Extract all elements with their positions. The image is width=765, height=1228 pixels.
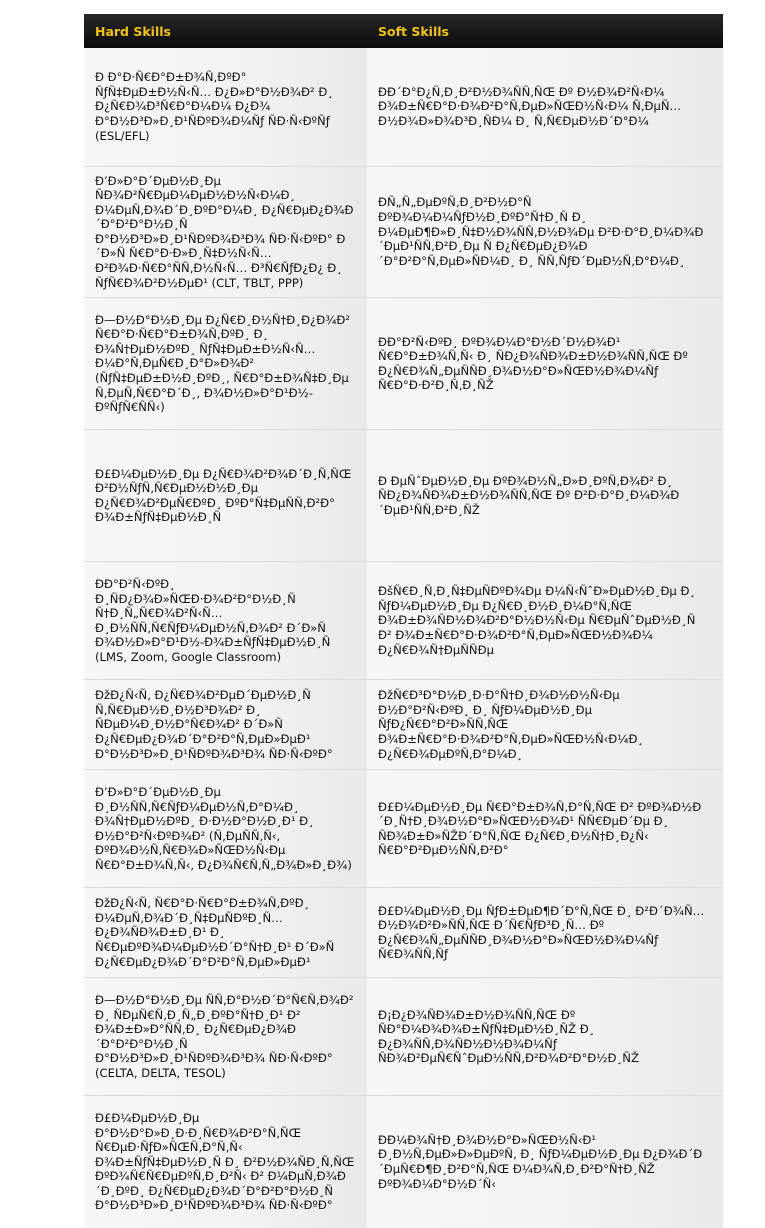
soft-skill-cell: ÐžÑ€Ð³Ð°Ð½Ð¸Ð·Ð°Ñ†Ð¸Ð¾Ð½Ð½Ñ‹Ðµ Ð½Ð°Ð²Ñ‹ÐºÐ¸ Ð¸ ÑƒÐ¼ÐµÐ½Ð¸Ðµ ÑƒÐ¿Ñ€Ð°Ð²Ð»ÑÑ‚ÑŒ Ð¾Ð±Ñ€Ð°Ð·Ð¾Ð²Ð°Ñ‚ÐµÐ»ÑŒÐ½Ñ‹Ð¼Ð¸ Ð¿Ñ€Ð¾ÐµÐºÑ‚Ð°Ð¼Ð¸ [367, 680, 723, 770]
soft-skill-cell: ÐÑ„Ñ„ÐµÐºÑ‚Ð¸Ð²Ð½Ð°Ñ ÐºÐ¾Ð¼Ð¼ÑƒÐ½Ð¸ÐºÐ°Ñ†Ð¸Ñ Ð¸ Ð¼ÐµÐ¶Ð»Ð¸Ñ‡Ð½Ð¾ÑÑ‚Ð½Ð¾Ðµ Ð²Ð·Ð°Ð¸Ð¼Ð¾Ð´ÐµÐ¹ÑÑ‚Ð²Ð¸Ðµ Ñ Ð¿Ñ€ÐµÐ¿Ð¾Ð´Ð°Ð²Ð°Ñ‚ÐµÐ»ÑÐ¼Ð¸ Ð¸ ÑÑ‚ÑƒÐ´ÐµÐ½Ñ‚Ð°Ð¼Ð¸ [367, 166, 723, 298]
skills-table [84, 14, 723, 1228]
soft-skill-cell: Ð£Ð¼ÐµÐ½Ð¸Ðµ ÑƒÐ±ÐµÐ¶Ð´Ð°Ñ‚ÑŒ Ð¸ Ð²Ð´Ð¾Ñ…Ð½Ð¾Ð²Ð»ÑÑ‚ÑŒ Ð´Ñ€ÑƒÐ³Ð¸Ñ… Ðº Ð¿Ñ€Ð¾Ñ„ÐµÑÑÐ¸Ð¾Ð½Ð°Ð»ÑŒÐ½Ð¾Ð¼Ñƒ Ñ€Ð¾ÑÑ‚Ñƒ [367, 888, 723, 978]
hard-skills-header: Hard Skills [84, 14, 367, 48]
soft-skill-cell: ÐÐ´Ð°Ð¿Ñ‚Ð¸Ð²Ð½Ð¾ÑÑ‚ÑŒ Ðº Ð½Ð¾Ð²Ñ‹Ð¼ Ð¾Ð±Ñ€Ð°Ð·Ð¾Ð²Ð°Ñ‚ÐµÐ»ÑŒÐ½Ñ‹Ð¼ Ñ‚ÐµÑ…Ð½Ð¾Ð»Ð¾Ð³Ð¸ÑÐ¼ Ð¸ Ñ‚Ñ€ÐµÐ½Ð´Ð°Ð¼ [367, 48, 723, 166]
soft-skills-header: Soft Skills [367, 14, 723, 48]
table-row [84, 298, 723, 430]
hard-skill-cell: Ð£Ð¼ÐµÐ½Ð¸Ðµ Ð°Ð½Ð°Ð»Ð¸Ð·Ð¸Ñ€Ð¾Ð²Ð°Ñ‚ÑŒ Ñ€ÐµÐ·ÑƒÐ»ÑŒÑ‚Ð°Ñ‚Ñ‹ Ð¾Ð±ÑƒÑ‡ÐµÐ½Ð¸Ñ Ð¸ Ð²Ð½Ð¾ÑÐ¸Ñ‚ÑŒ ÐºÐ¾Ñ€Ñ€ÐµÐºÑ‚Ð¸Ð²Ñ‹ Ð² Ð¼ÐµÑ‚Ð¾Ð´Ð¸ÐºÐ¸ Ð¿Ñ€ÐµÐ¿Ð¾Ð´Ð°Ð²Ð°Ð½Ð¸Ñ Ð°Ð½Ð³Ð»Ð¸Ð¹ÑÐºÐ¾Ð³Ð¾ ÑÐ·Ñ‹ÐºÐ° [84, 1096, 367, 1228]
table-row [84, 888, 723, 978]
hard-skill-cell: Ð—Ð½Ð°Ð½Ð¸Ðµ ÑÑ‚Ð°Ð½Ð´Ð°Ñ€Ñ‚Ð¾Ð² Ð¸ ÑÐµÑ€Ñ‚Ð¸Ñ„Ð¸ÐºÐ°Ñ†Ð¸Ð¹ Ð² Ð¾Ð±Ð»Ð°ÑÑ‚Ð¸ Ð¿Ñ€ÐµÐ¿Ð¾Ð´Ð°Ð²Ð°Ð½Ð¸Ñ Ð°Ð½Ð³Ð»Ð¸Ð¹ÑÐºÐ¾Ð³Ð¾ ÑÐ·Ñ‹ÐºÐ° (CELTA, DELTA, TESOL) [84, 978, 367, 1096]
table-row [84, 166, 723, 298]
soft-skill-cell: ÐšÑ€Ð¸Ñ‚Ð¸Ñ‡ÐµÑÐºÐ¾Ðµ Ð¼Ñ‹ÑˆÐ»ÐµÐ½Ð¸Ðµ Ð¸ ÑƒÐ¼ÐµÐ½Ð¸Ðµ Ð¿Ñ€Ð¸Ð½Ð¸Ð¼Ð°Ñ‚ÑŒ Ð¾Ð±Ð¾ÑÐ½Ð¾Ð²Ð°Ð½Ð½Ñ‹Ðµ Ñ€ÐµÑˆÐµÐ½Ð¸Ñ Ð² Ð¾Ð±Ñ€Ð°Ð·Ð¾Ð²Ð°Ñ‚ÐµÐ»ÑŒÐ½Ð¾Ð¼ Ð¿Ñ€Ð¾Ñ†ÐµÑÑÐµ [367, 562, 723, 680]
table-row [84, 1096, 723, 1228]
table-row [84, 978, 723, 1096]
table-row [84, 562, 723, 680]
skills-table-container [84, 14, 723, 1228]
hard-skill-cell: Ð’Ð»Ð°Ð´ÐµÐ½Ð¸Ðµ ÑÐ¾Ð²Ñ€ÐµÐ¼ÐµÐ½Ð½Ñ‹Ð¼Ð¸ Ð¼ÐµÑ‚Ð¾Ð´Ð¸ÐºÐ°Ð¼Ð¸ Ð¿Ñ€ÐµÐ¿Ð¾Ð´Ð°Ð²Ð°Ð½Ð¸Ñ Ð°Ð½Ð³Ð»Ð¸Ð¹ÑÐºÐ¾Ð³Ð¾ ÑÐ·Ñ‹ÐºÐ° Ð´Ð»Ñ Ñ€Ð°Ð·Ð»Ð¸Ñ‡Ð½Ñ‹Ñ… Ð²Ð¾Ð·Ñ€Ð°ÑÑ‚Ð½Ñ‹Ñ… Ð³Ñ€ÑƒÐ¿Ð¿ Ð¸ ÑƒÑ€Ð¾Ð²Ð½ÐµÐ¹ (CLT, TBLT, PPP) [84, 166, 367, 298]
hard-skill-cell: ÐžÐ¿Ñ‹Ñ‚ Ñ€Ð°Ð·Ñ€Ð°Ð±Ð¾Ñ‚ÐºÐ¸ Ð¼ÐµÑ‚Ð¾Ð´Ð¸Ñ‡ÐµÑÐºÐ¸Ñ… Ð¿Ð¾ÑÐ¾Ð±Ð¸Ð¹ Ð¸ Ñ€ÐµÐºÐ¾Ð¼ÐµÐ½Ð´Ð°Ñ†Ð¸Ð¹ Ð´Ð»Ñ Ð¿Ñ€ÐµÐ¿Ð¾Ð´Ð°Ð²Ð°Ñ‚ÐµÐ»ÐµÐ¹ [84, 888, 367, 978]
table-row [84, 430, 723, 562]
soft-skill-cell: Ð£Ð¼ÐµÐ½Ð¸Ðµ Ñ€Ð°Ð±Ð¾Ñ‚Ð°Ñ‚ÑŒ Ð² ÐºÐ¾Ð½Ð´Ð¸Ñ†Ð¸Ð¾Ð½Ð°Ð»ÑŒÐ½Ð¾Ð¹ ÑÑ€ÐµÐ´Ðµ Ð¸ ÑÐ¾Ð±Ð»ÑŽÐ´Ð°Ñ‚ÑŒ Ð¿Ñ€Ð¸Ð½Ñ†Ð¸Ð¿Ñ‹ Ñ€Ð°Ð²ÐµÐ½ÑÑ‚Ð²Ð° [367, 770, 723, 888]
table-header-row [84, 14, 723, 48]
soft-skill-cell: Ð¡Ð¿Ð¾ÑÐ¾Ð±Ð½Ð¾ÑÑ‚ÑŒ Ðº ÑÐ°Ð¼Ð¾Ð¾Ð±ÑƒÑ‡ÐµÐ½Ð¸ÑŽ Ð¸ Ð¿Ð¾ÑÑ‚Ð¾ÑÐ½Ð½Ð¾Ð¼Ñƒ ÑÐ¾Ð²ÐµÑ€ÑˆÐµÐ½ÑÑ‚Ð²Ð¾Ð²Ð°Ð½Ð¸ÑŽ [367, 978, 723, 1096]
hard-skill-cell: ÐžÐ¿Ñ‹Ñ‚ Ð¿Ñ€Ð¾Ð²ÐµÐ´ÐµÐ½Ð¸Ñ Ñ‚Ñ€ÐµÐ½Ð¸Ð½Ð³Ð¾Ð² Ð¸ ÑÐµÐ¼Ð¸Ð½Ð°Ñ€Ð¾Ð² Ð´Ð»Ñ Ð¿Ñ€ÐµÐ¿Ð¾Ð´Ð°Ð²Ð°Ñ‚ÐµÐ»ÐµÐ¹ Ð°Ð½Ð³Ð»Ð¸Ð¹ÑÐºÐ¾Ð³Ð¾ ÑÐ·Ñ‹ÐºÐ° [84, 680, 367, 770]
hard-skill-cell: Ð£Ð¼ÐµÐ½Ð¸Ðµ Ð¿Ñ€Ð¾Ð²Ð¾Ð´Ð¸Ñ‚ÑŒ Ð²Ð½ÑƒÑ‚Ñ€ÐµÐ½Ð½Ð¸Ðµ Ð¿Ñ€Ð¾Ð²ÐµÑ€ÐºÐ¸ ÐºÐ°Ñ‡ÐµÑÑ‚Ð²Ð° Ð¾Ð±ÑƒÑ‡ÐµÐ½Ð¸Ñ [84, 430, 367, 562]
hard-skill-cell: ÐÐ°Ð²Ñ‹ÐºÐ¸ Ð¸ÑÐ¿Ð¾Ð»ÑŒÐ·Ð¾Ð²Ð°Ð½Ð¸Ñ Ñ†Ð¸Ñ„Ñ€Ð¾Ð²Ñ‹Ñ… Ð¸Ð½ÑÑ‚Ñ€ÑƒÐ¼ÐµÐ½Ñ‚Ð¾Ð² Ð´Ð»Ñ Ð¾Ð½Ð»Ð°Ð¹Ð½-Ð¾Ð±ÑƒÑ‡ÐµÐ½Ð¸Ñ (LMS, Zoom, Google Classroom) [84, 562, 367, 680]
hard-skill-cell: Ð Ð°Ð·Ñ€Ð°Ð±Ð¾Ñ‚ÐºÐ° ÑƒÑ‡ÐµÐ±Ð½Ñ‹Ñ… Ð¿Ð»Ð°Ð½Ð¾Ð² Ð¸ Ð¿Ñ€Ð¾Ð³Ñ€Ð°Ð¼Ð¼ Ð¿Ð¾ Ð°Ð½Ð³Ð»Ð¸Ð¹ÑÐºÐ¾Ð¼Ñƒ ÑÐ·Ñ‹ÐºÑƒ (ESL/EFL) [84, 48, 367, 166]
table-row [84, 770, 723, 888]
hard-skill-cell: Ð’Ð»Ð°Ð´ÐµÐ½Ð¸Ðµ Ð¸Ð½ÑÑ‚Ñ€ÑƒÐ¼ÐµÐ½Ñ‚Ð°Ð¼Ð¸ Ð¾Ñ†ÐµÐ½ÐºÐ¸ Ð·Ð½Ð°Ð½Ð¸Ð¹ Ð¸ Ð½Ð°Ð²Ñ‹ÐºÐ¾Ð² (Ñ‚ÐµÑÑ‚Ñ‹, ÐºÐ¾Ð½Ñ‚Ñ€Ð¾Ð»ÑŒÐ½Ñ‹Ðµ Ñ€Ð°Ð±Ð¾Ñ‚Ñ‹, Ð¿Ð¾Ñ€Ñ‚Ñ„Ð¾Ð»Ð¸Ð¾) [84, 770, 367, 888]
soft-skill-cell: ÐÐ°Ð²Ñ‹ÐºÐ¸ ÐºÐ¾Ð¼Ð°Ð½Ð´Ð½Ð¾Ð¹ Ñ€Ð°Ð±Ð¾Ñ‚Ñ‹ Ð¸ ÑÐ¿Ð¾ÑÐ¾Ð±Ð½Ð¾ÑÑ‚ÑŒ Ðº Ð¿Ñ€Ð¾Ñ„ÐµÑÑÐ¸Ð¾Ð½Ð°Ð»ÑŒÐ½Ð¾Ð¼Ñƒ Ñ€Ð°Ð·Ð²Ð¸Ñ‚Ð¸ÑŽ [367, 298, 723, 430]
soft-skill-cell: ÐÐ¼Ð¾Ñ†Ð¸Ð¾Ð½Ð°Ð»ÑŒÐ½Ñ‹Ð¹ Ð¸Ð½Ñ‚ÐµÐ»Ð»ÐµÐºÑ‚ Ð¸ ÑƒÐ¼ÐµÐ½Ð¸Ðµ Ð¿Ð¾Ð´Ð´ÐµÑ€Ð¶Ð¸Ð²Ð°Ñ‚ÑŒ Ð¼Ð¾Ñ‚Ð¸Ð²Ð°Ñ†Ð¸ÑŽ ÐºÐ¾Ð¼Ð°Ð½Ð´Ñ‹ [367, 1096, 723, 1228]
soft-skill-cell: Ð ÐµÑˆÐµÐ½Ð¸Ðµ ÐºÐ¾Ð½Ñ„Ð»Ð¸ÐºÑ‚Ð¾Ð² Ð¸ ÑÐ¿Ð¾ÑÐ¾Ð±Ð½Ð¾ÑÑ‚ÑŒ Ðº Ð²Ð·Ð°Ð¸Ð¼Ð¾Ð´ÐµÐ¹ÑÑ‚Ð²Ð¸ÑŽ [367, 430, 723, 562]
hard-skill-cell: Ð—Ð½Ð°Ð½Ð¸Ðµ Ð¿Ñ€Ð¸Ð½Ñ†Ð¸Ð¿Ð¾Ð² Ñ€Ð°Ð·Ñ€Ð°Ð±Ð¾Ñ‚ÐºÐ¸ Ð¸ Ð¾Ñ†ÐµÐ½ÐºÐ¸ ÑƒÑ‡ÐµÐ±Ð½Ñ‹Ñ… Ð¼Ð°Ñ‚ÐµÑ€Ð¸Ð°Ð»Ð¾Ð² (ÑƒÑ‡ÐµÐ±Ð½Ð¸ÐºÐ¸, Ñ€Ð°Ð±Ð¾Ñ‡Ð¸Ðµ Ñ‚ÐµÑ‚Ñ€Ð°Ð´Ð¸, Ð¾Ð½Ð»Ð°Ð¹Ð½-ÐºÑƒÑ€ÑÑ‹) [84, 298, 367, 430]
table-row [84, 680, 723, 770]
table-row [84, 48, 723, 166]
